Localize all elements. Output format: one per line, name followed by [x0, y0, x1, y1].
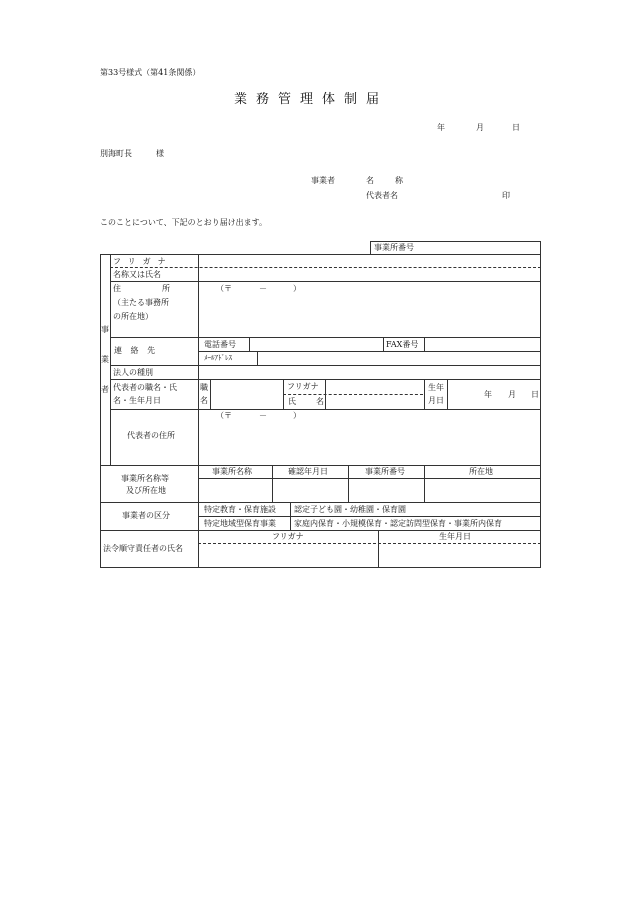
postal-open: （〒 — [216, 284, 232, 293]
rep-postal-close: ） — [293, 411, 301, 420]
rep-label: 代表者名 — [366, 191, 398, 200]
rep-info-label-1: 代表者の職名・氏 — [113, 383, 177, 392]
fax-label: FAX番号 — [386, 340, 419, 349]
category-1: 特定教育・保育施設 — [204, 505, 276, 514]
addressee: 別海町長 — [100, 149, 132, 158]
rep-info-label-2: 名・生年月日 — [113, 396, 161, 405]
rep-postal-open: （〒 — [216, 411, 232, 420]
name-label-2: 称 — [395, 176, 403, 185]
honorific: 様 — [156, 149, 164, 158]
category-2-detail: 家庭内保育・小規模保育・認定訪問型保育・事業所内保育 — [294, 519, 502, 528]
rep-postal-dash: － — [259, 411, 267, 420]
col-office-number: 事業所番号 — [365, 467, 405, 476]
office-list-label-2: 及び所在地 — [126, 486, 166, 495]
co-furigana-label: フリガナ — [272, 532, 304, 541]
office-number-label: 事業所番号 — [374, 243, 414, 252]
compliance-officer-label: 法令順守責任者の氏名 — [103, 544, 183, 553]
birth-day: 日 — [531, 390, 539, 399]
birth-label-2: 月日 — [428, 396, 444, 405]
side-label-2: 業 — [101, 355, 109, 364]
office-list-label-1: 事業所名称等 — [121, 474, 169, 483]
address-note-1: （主たる事務所 — [113, 298, 169, 307]
category-1-detail: 認定子ども園・幼稚園・保育園 — [294, 505, 406, 514]
corp-type-label: 法人の種別 — [113, 368, 153, 377]
address-label-1: 住 — [113, 284, 121, 293]
category-label: 事業者の区分 — [122, 511, 170, 520]
postal-dash: － — [259, 284, 267, 293]
col-confirm-date: 確認年月日 — [288, 467, 328, 476]
form-number: 第33号様式（第41条関係） — [100, 68, 201, 77]
date-month: 月 — [476, 123, 484, 132]
date-year: 年 — [437, 123, 445, 132]
name-label: 名 — [366, 176, 374, 185]
address-label-2: 所 — [162, 284, 170, 293]
position-label-1: 職 — [200, 383, 208, 392]
date-day: 日 — [512, 123, 520, 132]
position-label-2: 名 — [200, 396, 208, 405]
birth-month: 月 — [508, 390, 516, 399]
address-note-2: の所在地） — [113, 312, 153, 321]
side-label-3: 者 — [101, 385, 109, 394]
co-birth-label: 生年月日 — [439, 532, 471, 541]
side-label-1: 事 — [101, 325, 109, 334]
postal-close: ） — [293, 284, 301, 293]
category-2: 特定地域型保育事業 — [204, 519, 276, 528]
birth-label-1: 生年 — [428, 383, 444, 392]
furigana-label: フリガナ — [113, 257, 173, 266]
rep-address-label: 代表者の住所 — [127, 431, 175, 440]
submitter-label: 事業者 — [311, 176, 335, 185]
contact-label: 連 絡 先 — [114, 346, 159, 355]
col-office-name: 事業所名称 — [212, 467, 252, 476]
email-label: ﾒｰﾙｱﾄﾞﾚｽ — [204, 354, 232, 362]
page-title: 業務管理体制届 — [234, 92, 389, 107]
seal-mark: 印 — [502, 191, 510, 200]
birth-year: 年 — [484, 390, 492, 399]
col-location: 所在地 — [469, 467, 493, 476]
name-or-title-label: 名称又は氏名 — [113, 270, 161, 279]
rep-name-label-2: 名 — [316, 397, 324, 406]
intro-text: このことについて、下記のとおり届け出ます。 — [100, 218, 268, 227]
rep-furigana-label: フリガナ — [287, 382, 319, 391]
rep-name-label-1: 氏 — [288, 397, 296, 406]
phone-label: 電話番号 — [204, 340, 236, 349]
